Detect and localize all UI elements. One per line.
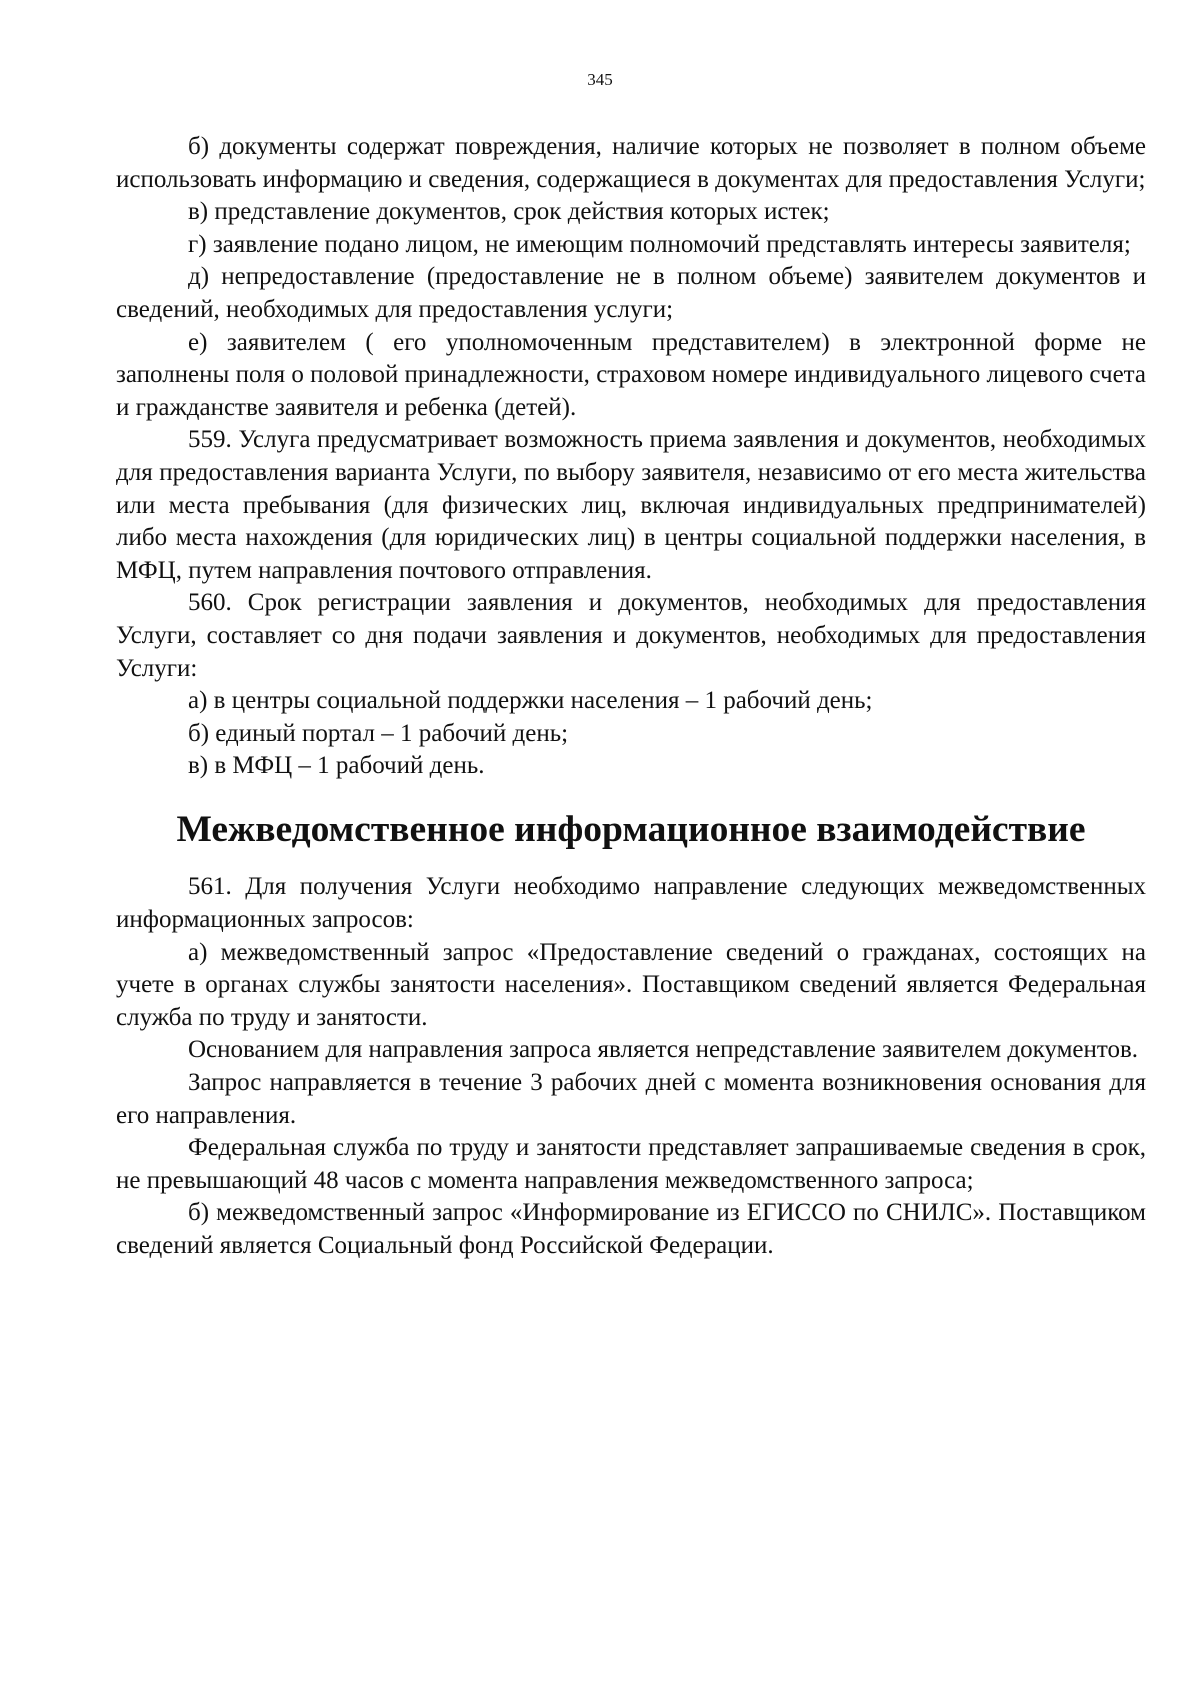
paragraph: в) представление документов, срок действия которых истек; [188, 198, 830, 226]
paragraph: 559. Услуга предусматривает возможность приема заявления и документов, необходимых для предоставления варианта Услуги, по выбору заявителя, независимо от его места жительства или места пребывания (для физических лиц, включая индивидуальных предпринимателей) либо места нахождения (для юридических лиц) в центры социальной поддержки населения, в МФЦ, путем направления почтового отправления. [116, 426, 1146, 584]
paragraph: 561. Для получения Услуги необходимо направление следующих межведомственных информационных запросов: [116, 873, 1146, 934]
paragraph: Основанием для направления запроса является непредставление заявителем документов. [188, 1036, 1139, 1064]
paragraph: Федеральная служба по труду и занятости представляет запрашиваемые сведения в срок, не превышающий 48 часов с момента направления межведомственного запроса; [116, 1134, 1146, 1194]
paragraph: г) заявление подано лицом, не имеющим полномочий представлять интересы заявителя; [188, 230, 1131, 258]
paragraph: б) единый портал – 1 рабочий день; [188, 719, 569, 747]
paragraph: б) документы содержат повреждения, наличие которых не позволяет в полном объеме использовать информацию и сведения, содержащиеся в документах для предоставления Услуги; [116, 133, 1146, 193]
section-heading: Межведомственное информационное взаимодействие [176, 808, 1086, 850]
document-body [116, 131, 1146, 1263]
paragraph: в) в МФЦ – 1 рабочий день. [188, 752, 485, 780]
page-number: 345 [587, 70, 613, 89]
paragraph: а) в центры социальной поддержки населения – 1 рабочий день; [188, 687, 873, 715]
paragraph: а) межведомственный запрос «Предоставление сведений о гражданах, состоящих на учете в органах службы занятости населения». Поставщиком сведений является Федеральная служба по труду и занятости. [116, 938, 1146, 1031]
paragraph: е) заявителем ( его уполномоченным представителем) в электронной форме не заполнены поля о половой принадлежности, страховом номере индивидуального лицевого счета и гражданстве заявителя и ребенка (детей). [116, 328, 1146, 421]
paragraph: 560. Срок регистрации заявления и документов, необходимых для предоставления Услуги, составляет со дня подачи заявления и документов, необходимых для предоставления Услуги: [116, 589, 1146, 682]
paragraph: Запрос направляется в течение 3 рабочих дней с момента возникновения основания для его направления. [116, 1069, 1146, 1129]
paragraph: д) непредоставление (предоставление не в полном объеме) заявителем документов и сведений, необходимых для предоставления услуги; [116, 263, 1146, 323]
paragraph: б) межведомственный запрос «Информирование из ЕГИССО по СНИЛС». Поставщиком сведений является Социальный фонд Российской Федерации. [116, 1199, 1146, 1259]
